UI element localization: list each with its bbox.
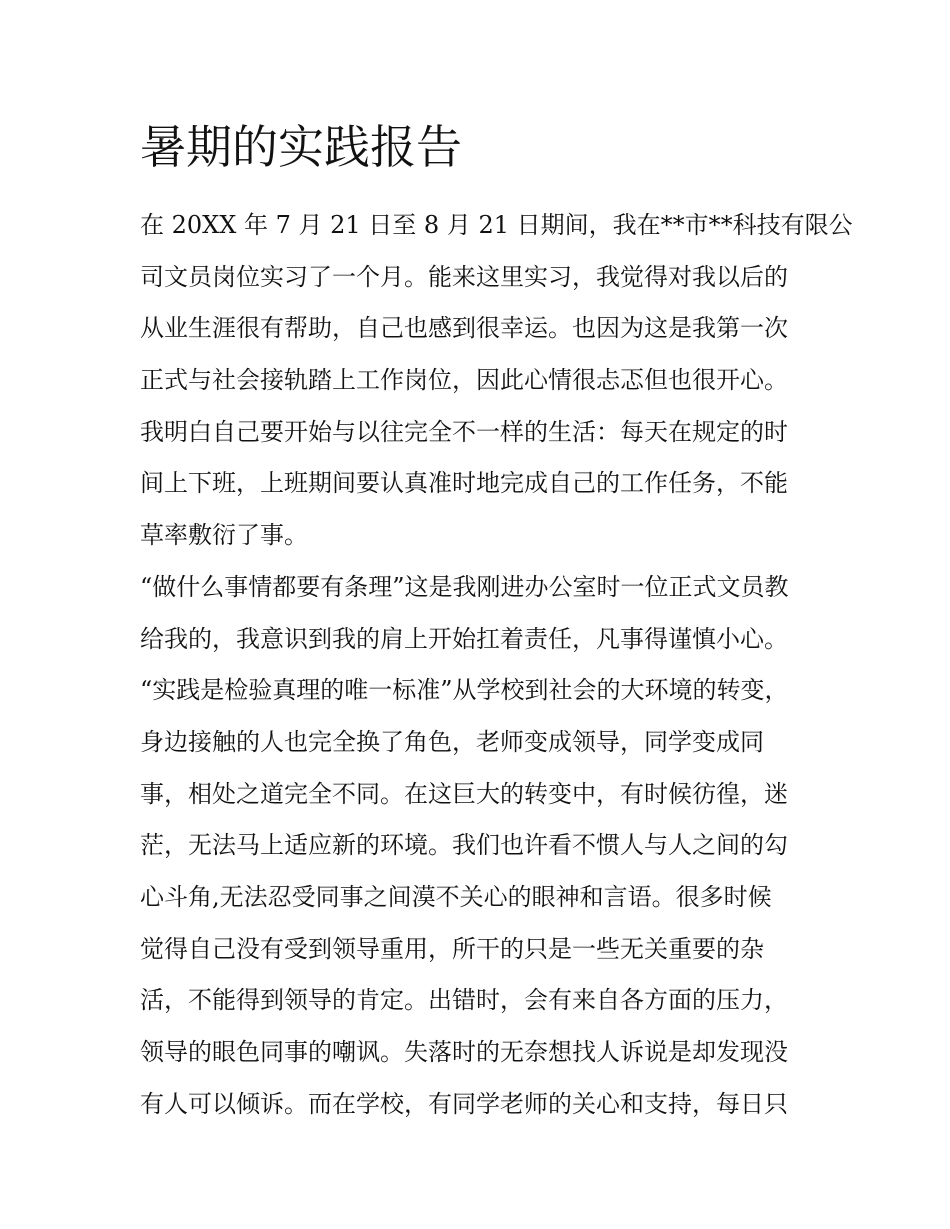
text-line: 间上下班，上班期间要认真准时地完成自己的工作任务，不能 (140, 469, 788, 498)
text-line: 身边接触的人也完全换了角色，老师变成领导，同学变成同 (140, 727, 764, 756)
text-line: 我明白自己要开始与以往完全不一样的生活：每天在规定的时 (140, 417, 788, 446)
text-line: 从业生涯很有帮助，自己也感到很幸运。也因为这是我第一次 (140, 314, 788, 343)
text-line: 活，不能得到领导的肯定。出错时，会有来自各方面的压力， (140, 986, 788, 1015)
text-line: “实践是检验真理的唯一标准”从学校到社会的大环境的转变， (140, 676, 789, 705)
text-line: 司文员岗位实习了一个月。能来这里实习，我觉得对我以后的 (140, 262, 788, 291)
text-line: 正式与社会接轨踏上工作岗位，因此心情很忐忑但也很开心。 (140, 366, 788, 395)
document-body (140, 200, 853, 1130)
text-line: “做什么事情都要有条理”这是我刚进办公室时一位正式文员教 (140, 572, 789, 601)
text-line: 草率敷衍了事。 (140, 521, 308, 550)
text-line: 在 20XX 年 7 月 21 日至 8 月 21 日期间，我在**市**科技有限公 (140, 211, 853, 239)
text-line: 领导的眼色同事的嘲讽。失落时的无奈想找人诉说是却发现没 (140, 1038, 788, 1066)
text-line: 茫，无法马上适应新的环境。我们也许看不惯人与人之间的勾 (140, 831, 788, 860)
document-title: 暑期的实践报告 (140, 120, 462, 174)
text-line: 有人可以倾诉。而在学校，有同学老师的关心和支持，每日只 (140, 1089, 788, 1118)
text-line: 心斗角,无法忍受同事之间漠不关心的眼神和言语。很多时候 (140, 882, 772, 911)
text-line: 给我的，我意识到我的肩上开始扛着责任，凡事得谨慎小心。 (140, 624, 788, 653)
text-line: 事，相处之道完全不同。在这巨大的转变中，有时候彷徨，迷 (140, 779, 788, 808)
text-line: 觉得自己没有受到领导重用，所干的只是一些无关重要的杂 (140, 934, 764, 963)
